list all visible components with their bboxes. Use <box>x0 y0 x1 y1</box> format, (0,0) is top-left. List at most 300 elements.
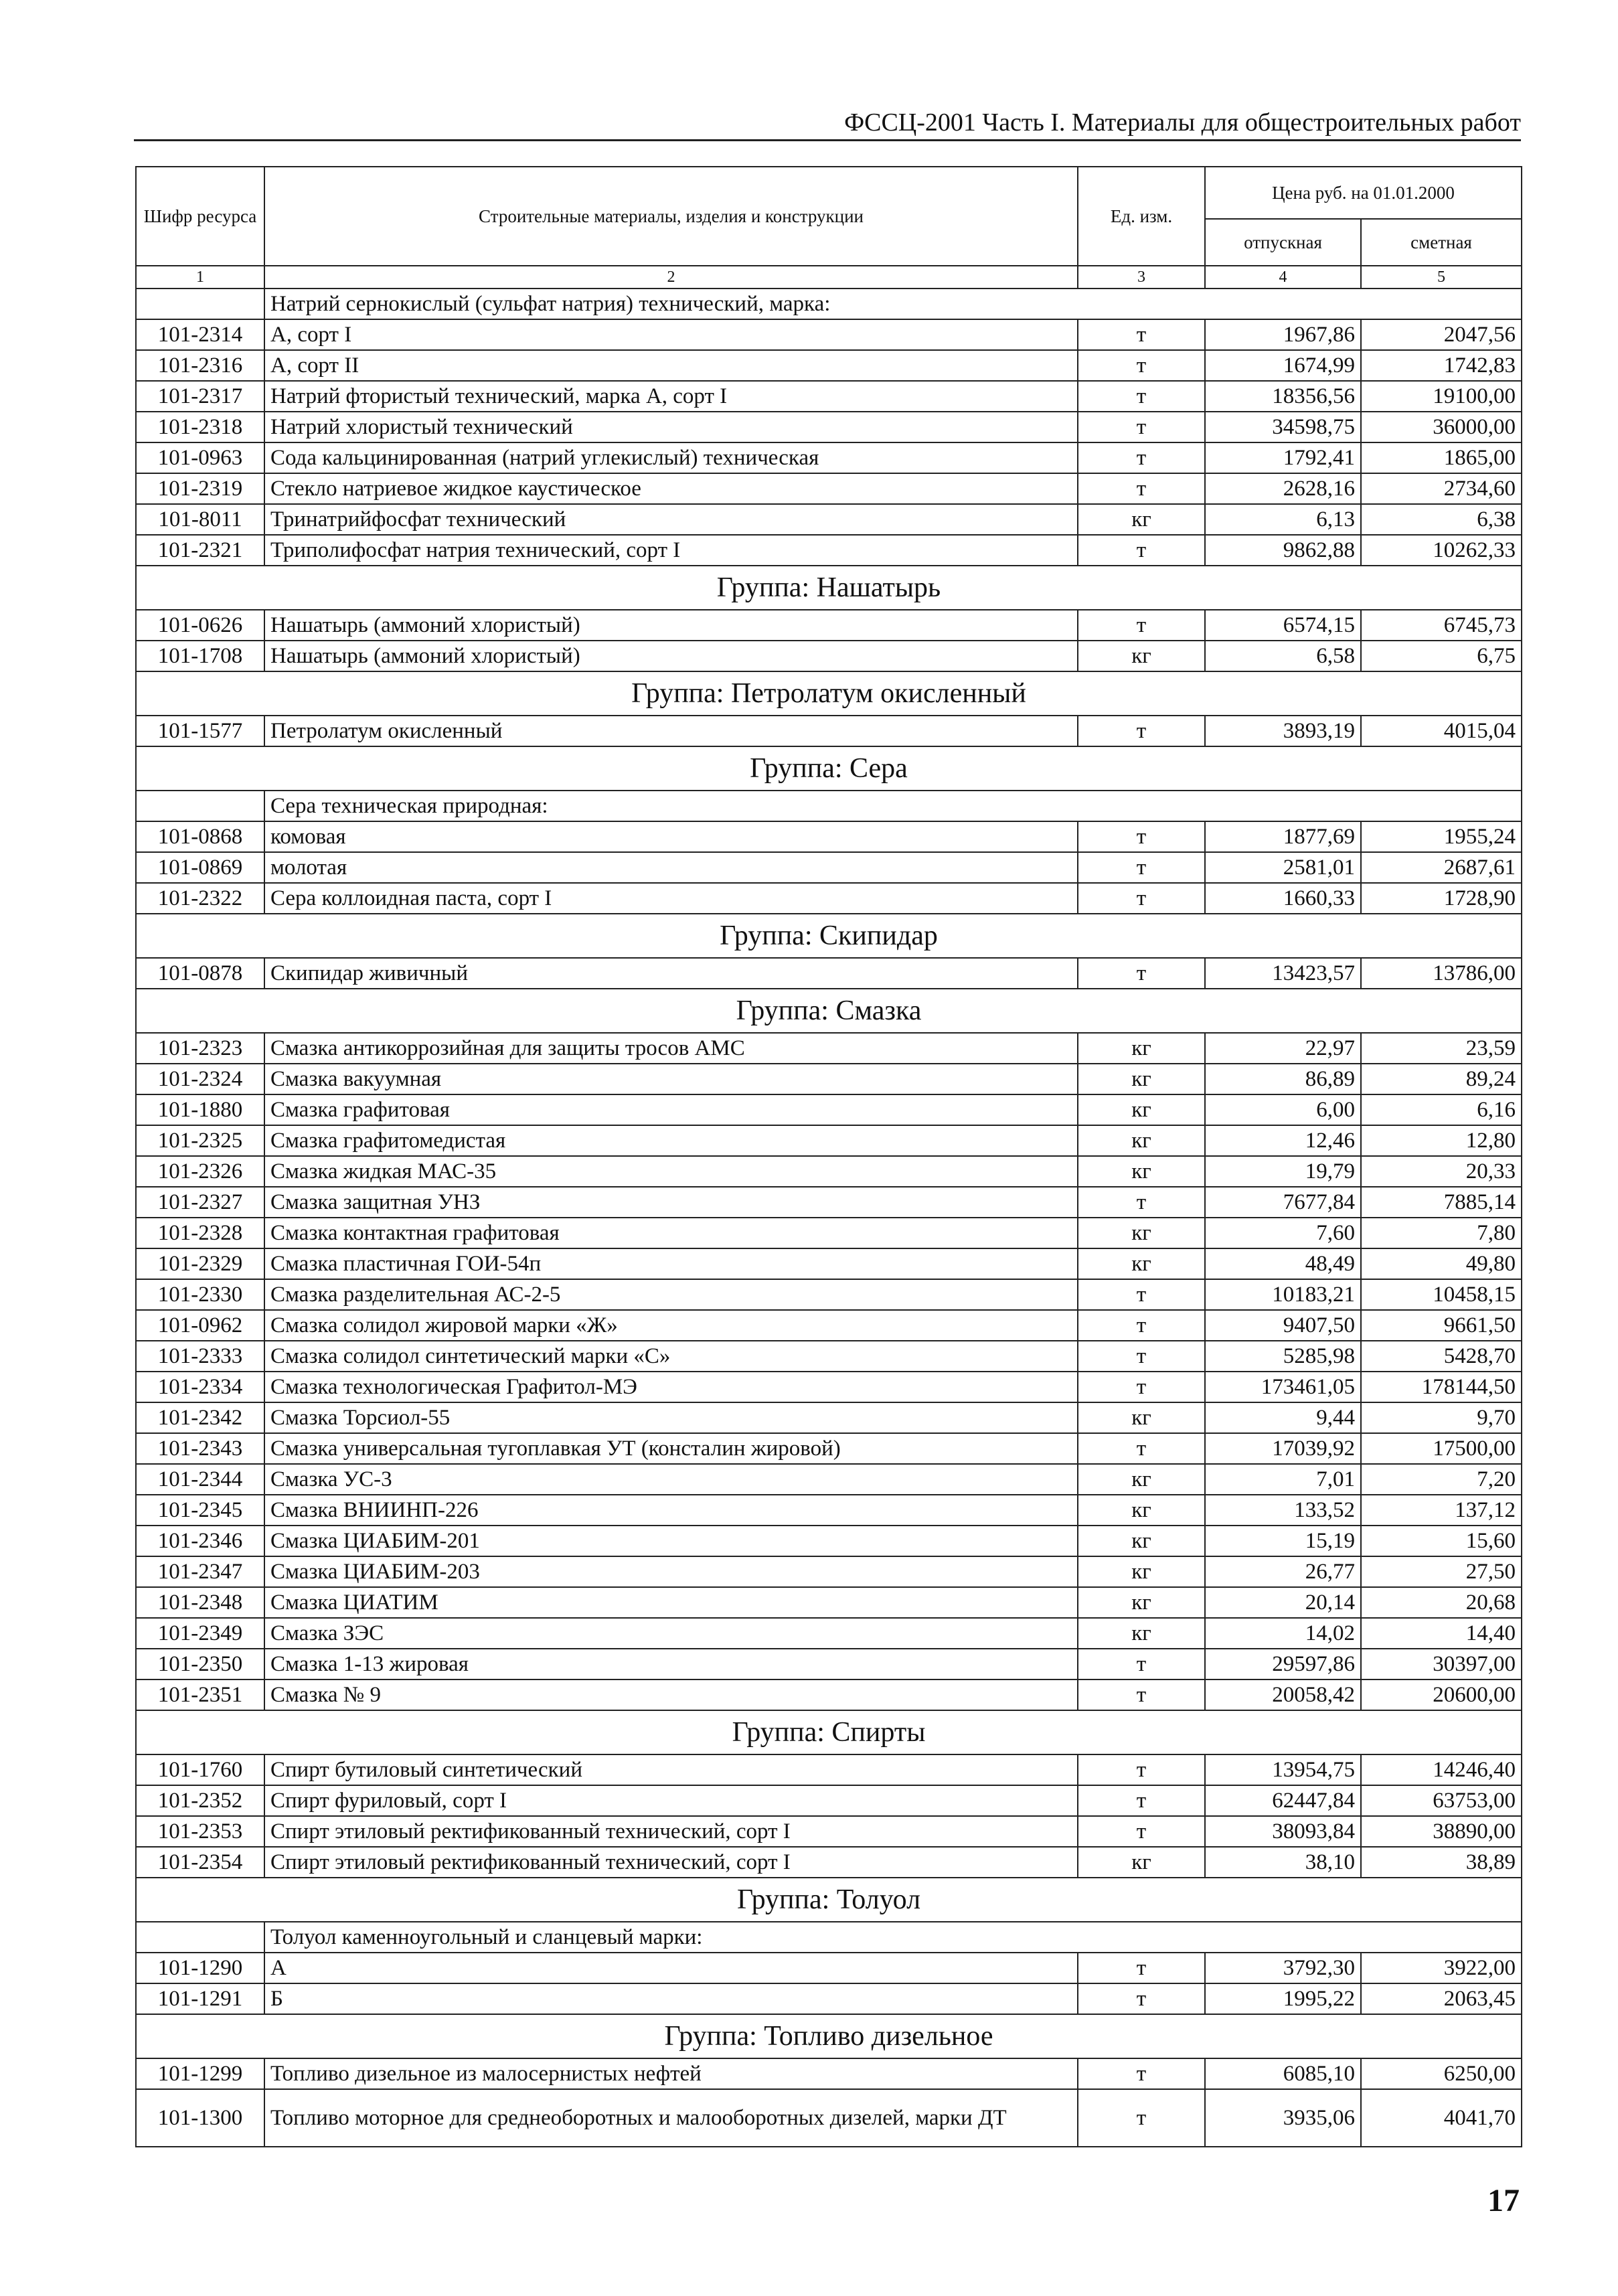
material-name: Смазка 1-13 жировая <box>264 1649 1078 1679</box>
material-name: Топливо моторное для среднеоборотных и малооборотных дизелей, марки ДТ <box>264 2089 1078 2147</box>
release-price: 34598,75 <box>1205 412 1361 442</box>
resource-code: 101-1300 <box>136 2089 264 2147</box>
group-heading-row <box>136 566 1522 610</box>
table-row <box>136 1094 1522 1125</box>
estimate-price: 137,12 <box>1361 1495 1522 1526</box>
release-price: 19,79 <box>1205 1156 1361 1187</box>
table-row <box>136 852 1522 883</box>
table-row <box>136 1402 1522 1433</box>
unit-of-measure: т <box>1078 1279 1205 1310</box>
unit-of-measure: кг <box>1078 1218 1205 1248</box>
table-row <box>136 535 1522 566</box>
unit-of-measure: т <box>1078 535 1205 566</box>
estimate-price: 6,16 <box>1361 1094 1522 1125</box>
column-number: 5 <box>1361 266 1522 289</box>
resource-code: 101-2316 <box>136 350 264 381</box>
unit-of-measure: т <box>1078 1785 1205 1816</box>
release-price: 3792,30 <box>1205 1953 1361 1983</box>
resource-code: 101-2330 <box>136 1279 264 1310</box>
unit-of-measure: т <box>1078 473 1205 504</box>
release-price: 9,44 <box>1205 1402 1361 1433</box>
unit-of-measure: кг <box>1078 1125 1205 1156</box>
subgroup-intro-row <box>136 1922 1522 1953</box>
unit-of-measure: кг <box>1078 1464 1205 1495</box>
table-row <box>136 1341 1522 1372</box>
material-name: Смазка графитомедистая <box>264 1125 1078 1156</box>
release-price: 9407,50 <box>1205 1310 1361 1341</box>
column-header-name: Строительные материалы, изделия и конструкции <box>264 167 1078 266</box>
material-name: Смазка контактная графитовая <box>264 1218 1078 1248</box>
resource-code: 101-2326 <box>136 1156 264 1187</box>
release-price: 3935,06 <box>1205 2089 1361 2147</box>
unit-of-measure: кг <box>1078 1587 1205 1618</box>
material-name: Смазка технологическая Графитол-МЭ <box>264 1372 1078 1402</box>
release-price: 133,52 <box>1205 1495 1361 1526</box>
resource-code: 101-2348 <box>136 1587 264 1618</box>
table-row <box>136 473 1522 504</box>
table-row <box>136 319 1522 350</box>
material-name: Нашатырь (аммоний хлористый) <box>264 610 1078 641</box>
resource-code: 101-2352 <box>136 1785 264 1816</box>
unit-of-measure: т <box>1078 1816 1205 1847</box>
estimate-price: 7,20 <box>1361 1464 1522 1495</box>
unit-of-measure: т <box>1078 442 1205 473</box>
material-name: Спирт этиловый ректификованный технический, сорт I <box>264 1816 1078 1847</box>
estimate-price: 17500,00 <box>1361 1433 1522 1464</box>
unit-of-measure: т <box>1078 1649 1205 1679</box>
column-header-price: Цена руб. на 01.01.2000 <box>1205 167 1522 219</box>
column-number: 2 <box>264 266 1078 289</box>
table-row <box>136 2089 1522 2147</box>
material-name: Смазка жидкая МАС-35 <box>264 1156 1078 1187</box>
group-heading-row <box>136 989 1522 1033</box>
table-row <box>136 2058 1522 2089</box>
release-price: 2581,01 <box>1205 852 1361 883</box>
estimate-price: 13786,00 <box>1361 958 1522 989</box>
estimate-price: 19100,00 <box>1361 381 1522 412</box>
unit-of-measure: т <box>1078 1187 1205 1218</box>
release-price: 9862,88 <box>1205 535 1361 566</box>
estimate-price: 2734,60 <box>1361 473 1522 504</box>
column-number-row <box>136 266 1522 289</box>
release-price: 6,00 <box>1205 1094 1361 1125</box>
material-name: комовая <box>264 821 1078 852</box>
estimate-price: 1955,24 <box>1361 821 1522 852</box>
table-row <box>136 1279 1522 1310</box>
price-table <box>135 166 1522 2147</box>
estimate-price: 36000,00 <box>1361 412 1522 442</box>
resource-code: 101-2323 <box>136 1033 264 1064</box>
material-name: Смазка ЗЭС <box>264 1618 1078 1649</box>
unit-of-measure: т <box>1078 610 1205 641</box>
resource-code: 101-2321 <box>136 535 264 566</box>
unit-of-measure: т <box>1078 1953 1205 1983</box>
unit-of-measure: кг <box>1078 1526 1205 1556</box>
release-price: 20,14 <box>1205 1587 1361 1618</box>
release-price: 86,89 <box>1205 1064 1361 1094</box>
unit-of-measure: кг <box>1078 1064 1205 1094</box>
release-price: 17039,92 <box>1205 1433 1361 1464</box>
release-price: 5285,98 <box>1205 1341 1361 1372</box>
material-name: Смазка универсальная тугоплавкая УТ (консталин жировой) <box>264 1433 1078 1464</box>
resource-code: 101-2319 <box>136 473 264 504</box>
subgroup-intro-text: Сера техническая природная: <box>264 791 1522 821</box>
unit-of-measure: кг <box>1078 1495 1205 1526</box>
table-row <box>136 821 1522 852</box>
release-price: 26,77 <box>1205 1556 1361 1587</box>
table-row <box>136 1754 1522 1785</box>
unit-of-measure: т <box>1078 958 1205 989</box>
estimate-price: 23,59 <box>1361 1033 1522 1064</box>
estimate-price: 63753,00 <box>1361 1785 1522 1816</box>
estimate-price: 2047,56 <box>1361 319 1522 350</box>
resource-code: 101-2318 <box>136 412 264 442</box>
estimate-price: 2687,61 <box>1361 852 1522 883</box>
unit-of-measure: т <box>1078 716 1205 746</box>
resource-code: 101-1299 <box>136 2058 264 2089</box>
estimate-price: 6745,73 <box>1361 610 1522 641</box>
unit-of-measure: кг <box>1078 1094 1205 1125</box>
resource-code: 101-2329 <box>136 1248 264 1279</box>
unit-of-measure: т <box>1078 2058 1205 2089</box>
material-name: Смазка вакуумная <box>264 1064 1078 1094</box>
estimate-price: 20,68 <box>1361 1587 1522 1618</box>
material-name: А, сорт II <box>264 350 1078 381</box>
material-name: Смазка антикоррозийная для защиты тросов АМС <box>264 1033 1078 1064</box>
material-name: А <box>264 1953 1078 1983</box>
resource-code: 101-2351 <box>136 1679 264 1710</box>
table-row <box>136 1310 1522 1341</box>
material-name: Скипидар живичный <box>264 958 1078 989</box>
resource-code: 101-2343 <box>136 1433 264 1464</box>
estimate-price: 2063,45 <box>1361 1983 1522 2014</box>
table-row <box>136 1248 1522 1279</box>
material-name: Смазка УС-3 <box>264 1464 1078 1495</box>
release-price: 3893,19 <box>1205 716 1361 746</box>
resource-code: 101-1290 <box>136 1953 264 1983</box>
column-header-unit: Ед. изм. <box>1078 167 1205 266</box>
column-number: 1 <box>136 266 264 289</box>
estimate-price: 4015,04 <box>1361 716 1522 746</box>
resource-code: 101-0963 <box>136 442 264 473</box>
release-price: 13954,75 <box>1205 1754 1361 1785</box>
table-row <box>136 1464 1522 1495</box>
resource-code: 101-2345 <box>136 1495 264 1526</box>
resource-code: 101-0962 <box>136 1310 264 1341</box>
column-number: 3 <box>1078 266 1205 289</box>
subgroup-intro-text: Толуол каменноугольный и сланцевый марки: <box>264 1922 1522 1953</box>
material-name: Смазка ЦИАБИМ-203 <box>264 1556 1078 1587</box>
material-name: Нашатырь (аммоний хлористый) <box>264 641 1078 671</box>
table-row <box>136 716 1522 746</box>
group-heading: Группа: Спирты <box>136 1710 1522 1754</box>
unit-of-measure: кг <box>1078 1847 1205 1878</box>
resource-code: 101-1577 <box>136 716 264 746</box>
material-name: Натрий хлористый технический <box>264 412 1078 442</box>
table-row <box>136 1556 1522 1587</box>
estimate-price: 9661,50 <box>1361 1310 1522 1341</box>
unit-of-measure: т <box>1078 1372 1205 1402</box>
estimate-price: 7885,14 <box>1361 1187 1522 1218</box>
table-row <box>136 1064 1522 1094</box>
table-row <box>136 958 1522 989</box>
unit-of-measure: т <box>1078 1754 1205 1785</box>
estimate-price: 9,70 <box>1361 1402 1522 1433</box>
unit-of-measure: т <box>1078 1679 1205 1710</box>
unit-of-measure: кг <box>1078 1156 1205 1187</box>
release-price: 1792,41 <box>1205 442 1361 473</box>
column-header-code: Шифр ресурса <box>136 167 264 266</box>
estimate-price: 14246,40 <box>1361 1754 1522 1785</box>
table-row <box>136 1372 1522 1402</box>
release-price: 29597,86 <box>1205 1649 1361 1679</box>
empty-cell <box>136 1922 264 1953</box>
release-price: 6,58 <box>1205 641 1361 671</box>
material-name: Смазка № 9 <box>264 1679 1078 1710</box>
resource-code: 101-2353 <box>136 1816 264 1847</box>
table-row <box>136 1526 1522 1556</box>
unit-of-measure: т <box>1078 412 1205 442</box>
unit-of-measure: т <box>1078 1983 1205 2014</box>
subgroup-intro-row <box>136 791 1522 821</box>
resource-code: 101-2325 <box>136 1125 264 1156</box>
material-name: А, сорт I <box>264 319 1078 350</box>
group-heading: Группа: Скипидар <box>136 914 1522 958</box>
table-row <box>136 1156 1522 1187</box>
resource-code: 101-1708 <box>136 641 264 671</box>
resource-code: 101-2349 <box>136 1618 264 1649</box>
table-row <box>136 1953 1522 1983</box>
unit-of-measure: кг <box>1078 1618 1205 1649</box>
estimate-price: 5428,70 <box>1361 1341 1522 1372</box>
estimate-price: 10262,33 <box>1361 535 1522 566</box>
estimate-price: 14,40 <box>1361 1618 1522 1649</box>
estimate-price: 6,38 <box>1361 504 1522 535</box>
table-row <box>136 610 1522 641</box>
table-row <box>136 1679 1522 1710</box>
release-price: 6574,15 <box>1205 610 1361 641</box>
estimate-price: 1728,90 <box>1361 883 1522 914</box>
estimate-price: 12,80 <box>1361 1125 1522 1156</box>
group-heading: Группа: Петролатум окисленный <box>136 671 1522 716</box>
unit-of-measure: т <box>1078 1341 1205 1372</box>
unit-of-measure: кг <box>1078 1248 1205 1279</box>
resource-code: 101-2314 <box>136 319 264 350</box>
unit-of-measure: кг <box>1078 1033 1205 1064</box>
release-price: 13423,57 <box>1205 958 1361 989</box>
group-heading-row <box>136 2014 1522 2058</box>
material-name: Натрий фтористый технический, марка А, сорт I <box>264 381 1078 412</box>
table-row <box>136 1649 1522 1679</box>
resource-code: 101-2333 <box>136 1341 264 1372</box>
table-row <box>136 412 1522 442</box>
release-price: 1995,22 <box>1205 1983 1361 2014</box>
estimate-price: 15,60 <box>1361 1526 1522 1556</box>
resource-code: 101-1291 <box>136 1983 264 2014</box>
resource-code: 101-2347 <box>136 1556 264 1587</box>
resource-code: 101-2350 <box>136 1649 264 1679</box>
subgroup-intro-text: Натрий сернокислый (сульфат натрия) технический, марка: <box>264 289 1522 319</box>
unit-of-measure: т <box>1078 381 1205 412</box>
unit-of-measure: кг <box>1078 641 1205 671</box>
group-heading-row <box>136 1878 1522 1922</box>
resource-code: 101-2342 <box>136 1402 264 1433</box>
resource-code: 101-2328 <box>136 1218 264 1248</box>
table-row <box>136 381 1522 412</box>
resource-code: 101-1880 <box>136 1094 264 1125</box>
release-price: 1967,86 <box>1205 319 1361 350</box>
unit-of-measure: т <box>1078 2089 1205 2147</box>
release-price: 1877,69 <box>1205 821 1361 852</box>
material-name: Топливо дизельное из малосернистых нефтей <box>264 2058 1078 2089</box>
resource-code: 101-8011 <box>136 504 264 535</box>
material-name: молотая <box>264 852 1078 883</box>
unit-of-measure: т <box>1078 319 1205 350</box>
material-name: Смазка ЦИАТИМ <box>264 1587 1078 1618</box>
table-row <box>136 1495 1522 1526</box>
unit-of-measure: т <box>1078 883 1205 914</box>
material-name: Триполифосфат натрия технический, сорт I <box>264 535 1078 566</box>
group-heading-row <box>136 914 1522 958</box>
material-name: Спирт бутиловый синтетический <box>264 1754 1078 1785</box>
material-name: Б <box>264 1983 1078 2014</box>
empty-cell <box>136 289 264 319</box>
table-row <box>136 1983 1522 2014</box>
resource-code: 101-2354 <box>136 1847 264 1878</box>
release-price: 62447,84 <box>1205 1785 1361 1816</box>
table-row <box>136 1187 1522 1218</box>
resource-code: 101-2344 <box>136 1464 264 1495</box>
column-header-estimate: сметная <box>1361 219 1522 266</box>
column-number: 4 <box>1205 266 1361 289</box>
group-heading-row <box>136 671 1522 716</box>
material-name: Смазка защитная УНЗ <box>264 1187 1078 1218</box>
unit-of-measure: кг <box>1078 1402 1205 1433</box>
release-price: 22,97 <box>1205 1033 1361 1064</box>
table-row <box>136 1033 1522 1064</box>
table-row <box>136 1587 1522 1618</box>
resource-code: 101-2327 <box>136 1187 264 1218</box>
table-row <box>136 442 1522 473</box>
table-row <box>136 1618 1522 1649</box>
unit-of-measure: кг <box>1078 504 1205 535</box>
material-name: Сера коллоидная паста, сорт I <box>264 883 1078 914</box>
estimate-price: 7,80 <box>1361 1218 1522 1248</box>
table-row <box>136 1816 1522 1847</box>
resource-code: 101-2324 <box>136 1064 264 1094</box>
resource-code: 101-0868 <box>136 821 264 852</box>
material-name: Смазка ВНИИНП-226 <box>264 1495 1078 1526</box>
table-row <box>136 1785 1522 1816</box>
table-row <box>136 641 1522 671</box>
subgroup-intro-row <box>136 289 1522 319</box>
release-price: 173461,05 <box>1205 1372 1361 1402</box>
group-heading: Группа: Нашатырь <box>136 566 1522 610</box>
material-name: Смазка солидол синтетический марки «С» <box>264 1341 1078 1372</box>
release-price: 38,10 <box>1205 1847 1361 1878</box>
estimate-price: 10458,15 <box>1361 1279 1522 1310</box>
group-heading-row <box>136 1710 1522 1754</box>
table-row <box>136 504 1522 535</box>
release-price: 48,49 <box>1205 1248 1361 1279</box>
material-name: Спирт фуриловый, сорт I <box>264 1785 1078 1816</box>
release-price: 14,02 <box>1205 1618 1361 1649</box>
estimate-price: 178144,50 <box>1361 1372 1522 1402</box>
release-price: 1660,33 <box>1205 883 1361 914</box>
resource-code: 101-2334 <box>136 1372 264 1402</box>
resource-code: 101-0869 <box>136 852 264 883</box>
estimate-price: 6,75 <box>1361 641 1522 671</box>
group-heading: Группа: Смазка <box>136 989 1522 1033</box>
table-body <box>136 289 1522 2147</box>
material-name: Смазка графитовая <box>264 1094 1078 1125</box>
material-name: Смазка Торсиол-55 <box>264 1402 1078 1433</box>
material-name: Смазка разделительная АС-2-5 <box>264 1279 1078 1310</box>
table-row <box>136 1218 1522 1248</box>
unit-of-measure: т <box>1078 1433 1205 1464</box>
material-name: Стекло натриевое жидкое каустическое <box>264 473 1078 504</box>
estimate-price: 49,80 <box>1361 1248 1522 1279</box>
estimate-price: 4041,70 <box>1361 2089 1522 2147</box>
table-row <box>136 883 1522 914</box>
group-heading-row <box>136 746 1522 791</box>
release-price: 20058,42 <box>1205 1679 1361 1710</box>
column-header-release: отпускная <box>1205 219 1361 266</box>
running-header: ФССЦ-2001 Часть I. Материалы для общестроительных работ <box>134 106 1521 141</box>
material-name: Тринатрийфосфат технический <box>264 504 1078 535</box>
release-price: 7677,84 <box>1205 1187 1361 1218</box>
group-heading: Группа: Сера <box>136 746 1522 791</box>
estimate-price: 27,50 <box>1361 1556 1522 1587</box>
estimate-price: 38,89 <box>1361 1847 1522 1878</box>
release-price: 2628,16 <box>1205 473 1361 504</box>
resource-code: 101-2322 <box>136 883 264 914</box>
unit-of-measure: т <box>1078 350 1205 381</box>
resource-code: 101-1760 <box>136 1754 264 1785</box>
table-row <box>136 1433 1522 1464</box>
estimate-price: 38890,00 <box>1361 1816 1522 1847</box>
estimate-price: 6250,00 <box>1361 2058 1522 2089</box>
unit-of-measure: кг <box>1078 1556 1205 1587</box>
empty-cell <box>136 791 264 821</box>
table-row <box>136 1847 1522 1878</box>
release-price: 10183,21 <box>1205 1279 1361 1310</box>
resource-code: 101-0878 <box>136 958 264 989</box>
release-price: 1674,99 <box>1205 350 1361 381</box>
estimate-price: 3922,00 <box>1361 1953 1522 1983</box>
estimate-price: 89,24 <box>1361 1064 1522 1094</box>
resource-code: 101-2317 <box>136 381 264 412</box>
estimate-price: 30397,00 <box>1361 1649 1522 1679</box>
release-price: 7,01 <box>1205 1464 1361 1495</box>
estimate-price: 1865,00 <box>1361 442 1522 473</box>
group-heading: Группа: Толуол <box>136 1878 1522 1922</box>
material-name: Сода кальцинированная (натрий углекислый) техническая <box>264 442 1078 473</box>
release-price: 18356,56 <box>1205 381 1361 412</box>
unit-of-measure: т <box>1078 1310 1205 1341</box>
release-price: 12,46 <box>1205 1125 1361 1156</box>
unit-of-measure: т <box>1078 852 1205 883</box>
resource-code: 101-0626 <box>136 610 264 641</box>
table-row <box>136 350 1522 381</box>
release-price: 15,19 <box>1205 1526 1361 1556</box>
release-price: 6,13 <box>1205 504 1361 535</box>
material-name: Смазка пластичная ГОИ-54п <box>264 1248 1078 1279</box>
resource-code: 101-2346 <box>136 1526 264 1556</box>
material-name: Смазка солидол жировой марки «Ж» <box>264 1310 1078 1341</box>
material-name: Смазка ЦИАБИМ-201 <box>264 1526 1078 1556</box>
release-price: 38093,84 <box>1205 1816 1361 1847</box>
